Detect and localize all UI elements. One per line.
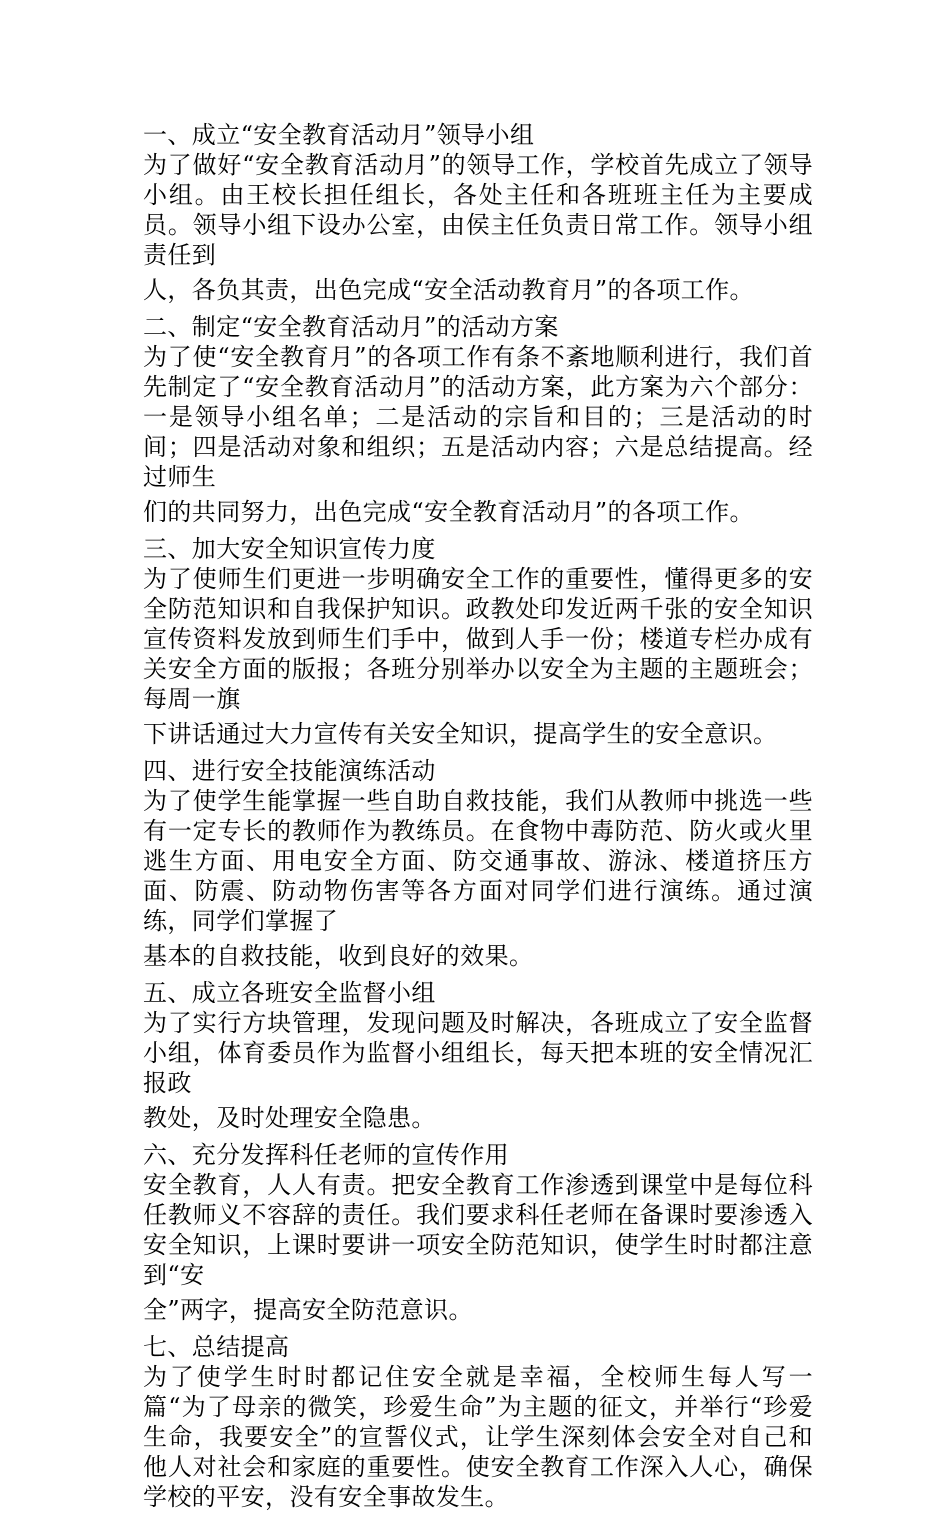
paragraph-last-line: 全”两字，提高安全防范意识。 — [143, 1296, 473, 1324]
paragraph-text: 为了使学生时时都记住安全就是幸福，全校师生每人写一篇“为了母亲的微笑，珍爱生命”为主题的征文，并举行“珍爱生命，我要安全”的宣誓仪式，让学生深刻体会安全对自己和他人对社会和家庭的重要性。使安全教育工作深入人心，确保学校的平安，没有安全事故发生。 — [143, 1363, 813, 1511]
paragraph-last-line: 下讲话通过大力宣传有关安全知识，提高学生的安全意识。 — [143, 720, 778, 748]
paragraph-last-line: 基本的自救技能，收到良好的效果。 — [143, 942, 534, 970]
paragraph-text: 安全教育，人人有责。把安全教育工作渗透到课堂中是每位科任教师义不容辞的责任。我们要求科任老师在备课时要渗透入安全知识，上课时要讲一项安全防范知识，使学生时时都注意到“安 — [143, 1171, 813, 1289]
section-heading: 四、进行安全技能演练活动 — [143, 757, 436, 785]
section-paragraph — [143, 150, 813, 305]
paragraph-text: 为了使“安全教育月”的各项工作有条不紊地顺利进行，我们首先制定了“安全教育活动月”的活动方案，此方案为六个部分：一是领导小组名单；二是活动的宗旨和目的；三是活动的时间；四是活动对象和组织；五是活动内容；六是总结提高。经过师生 — [143, 343, 813, 491]
paragraph-last-line: 教处，及时处理安全隐患。 — [143, 1104, 436, 1132]
section-5 — [143, 978, 813, 1133]
section-paragraph — [143, 786, 813, 971]
section-heading: 二、制定“安全教育活动月”的活动方案 — [143, 313, 559, 341]
section-2 — [143, 312, 813, 527]
paragraph-text: 为了使学生能掌握一些自助自救技能，我们从教师中挑选一些有一定专长的教师作为教练员。在食物中毒防范、防火或火里逃生方面、用电安全方面、防交通事故、游泳、楼道挤压方面、防震、防动物伤害等各方面对同学们进行演练。通过演练，同学们掌握了 — [143, 787, 813, 935]
paragraph-text: 为了做好“安全教育活动月”的领导工作，学校首先成立了领导小组。由王校长担任组长，各处主任和各班班主任为主要成员。领导小组下设办公室，由侯主任负责日常工作。领导小组责任到 — [143, 151, 813, 269]
section-6 — [143, 1140, 813, 1325]
section-paragraph — [143, 1362, 813, 1512]
section-paragraph — [143, 1008, 813, 1133]
section-3 — [143, 534, 813, 749]
section-7 — [143, 1332, 813, 1512]
section-heading: 一、成立“安全教育活动月”领导小组 — [143, 121, 535, 149]
section-heading: 五、成立各班安全监督小组 — [143, 979, 436, 1007]
paragraph-text: 为了实行方块管理，发现问题及时解决，各班成立了安全监督小组，体育委员作为监督小组组长，每天把本班的安全情况汇报政 — [143, 1009, 813, 1097]
section-paragraph — [143, 1170, 813, 1325]
section-paragraph — [143, 564, 813, 749]
paragraph-last-line: 人，各负其责，出色完成“安全活动教育月”的各项工作。 — [143, 276, 754, 304]
section-paragraph — [143, 342, 813, 527]
section-heading: 三、加大安全知识宣传力度 — [143, 535, 436, 563]
section-heading: 七、总结提高 — [143, 1333, 290, 1361]
document-body — [143, 120, 813, 1519]
section-heading: 六、充分发挥科任老师的宣传作用 — [143, 1141, 509, 1169]
paragraph-text: 为了使师生们更进一步明确安全工作的重要性，懂得更多的安全防范知识和自我保护知识。政教处印发近两千张的安全知识宣传资料发放到师生们手中，做到人手一份；楼道专栏办成有关安全方面的版报；各班分别举办以安全为主题的主题班会；每周一旗 — [143, 565, 813, 713]
section-4 — [143, 756, 813, 971]
section-1 — [143, 120, 813, 305]
paragraph-last-line: 们的共同努力，出色完成“安全教育活动月”的各项工作。 — [143, 498, 754, 526]
